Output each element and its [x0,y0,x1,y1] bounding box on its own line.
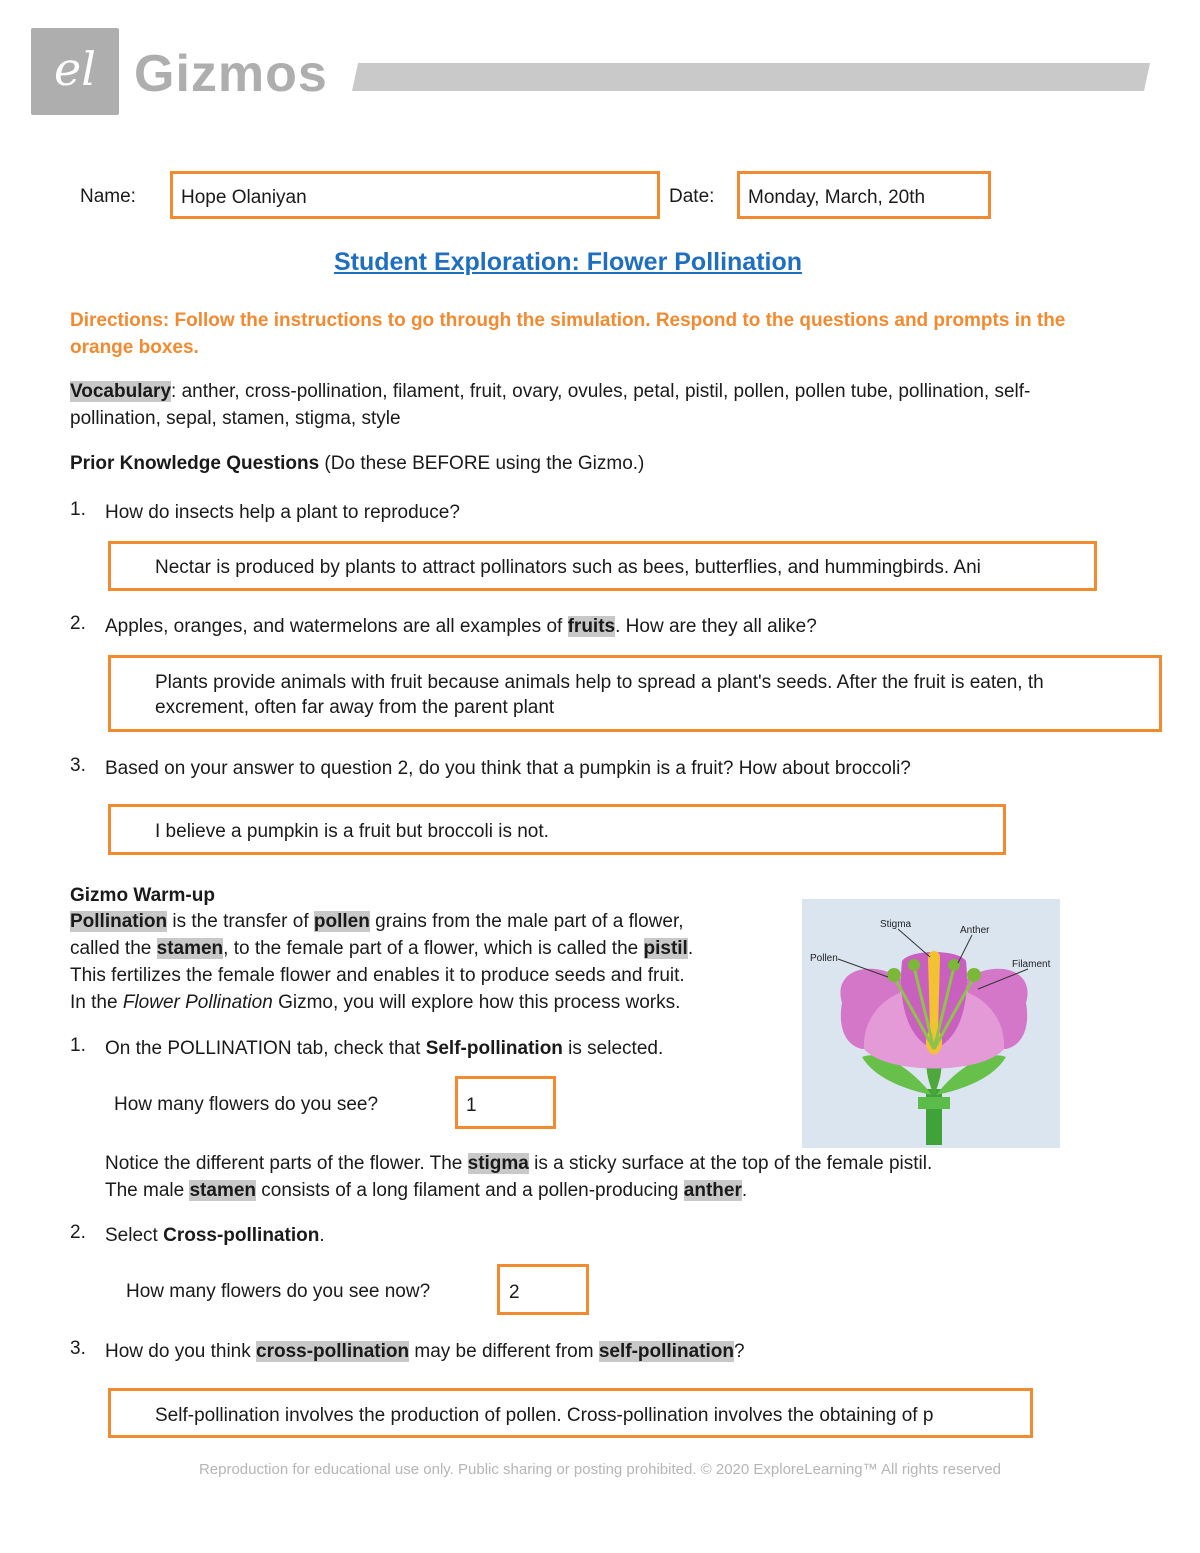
warmup-q1-text: On the POLLINATION tab, check that Self-pollination is selected. [105,1038,664,1059]
label-anther: Anther [960,925,990,936]
label-filament: Filament [1012,959,1051,970]
prior-q1-answer: Nectar is produced by plants to attract pollinators such as bees, butterflies, and hummingbirds. Ani [155,557,981,578]
prior-q3-answer-box[interactable] [108,804,1006,855]
vocabulary-list: : anther, cross-pollination, filament, fruit, ovary, ovules, petal, pistil, pollen, pollen tube, pollination, self-pollination, sepal, stamen, stigma, style [70,381,1031,429]
page-title: Student Exploration: Flower Pollination [333,248,803,276]
warmup-q1-answer: 1 [466,1095,477,1116]
prior-q3-text: Based on your answer to question 2, do you think that a pumpkin is a fruit? How about broccoli? [105,758,911,779]
label-pollen: Pollen [810,953,838,964]
prior-q1-answer-box[interactable] [108,541,1097,591]
warmup-q1-answer-box[interactable] [455,1076,556,1129]
warmup-q2-answer-box[interactable] [497,1264,589,1315]
warmup-q3-answer-box[interactable] [108,1388,1033,1438]
warmup-q2-answer: 2 [509,1282,520,1303]
vocabulary-paragraph [70,378,1070,432]
warmup-heading: Gizmo Warm-up [70,885,215,906]
notice-line2: The male stamen consists of a long filament and a pollen-producing anther. [105,1180,748,1201]
prior-q2-number: 2. [70,613,86,634]
name-field[interactable] [170,171,660,219]
prior-q1-text: How do insects help a plant to reproduce? [105,502,460,523]
date-label: Date: [669,186,715,207]
prior-knowledge-heading: Prior Knowledge Questions (Do these BEFORE using the Gizmo.) [70,453,645,474]
flower-diagram [802,899,1060,1148]
warmup-q2-text: Select Cross-pollination. [105,1225,325,1246]
warmup-q3-text: How do you think cross-pollination may be different from self-pollination? [105,1341,745,1362]
warmup-q1-number: 1. [70,1035,86,1056]
prior-q3-number: 3. [70,755,86,776]
date-value: Monday, March, 20th [748,187,926,208]
prior-q2-answer-line2: excrement, often far away from the parent plant [155,697,555,718]
prior-q3-answer: I believe a pumpkin is a fruit but broccoli is not. [155,821,549,842]
warmup-line4: In the Flower Pollination Gizmo, you will explore how this process works. [70,992,681,1013]
footer-notice: Reproduction for educational use only. Public sharing or posting prohibited. © 2020 ExploreLearning™ All rights reserved [198,1461,1002,1478]
label-stigma: Stigma [880,919,912,930]
brand-name: Gizmos [134,45,328,103]
logo-glyph: el [54,42,96,96]
header-banner-bar [352,63,1150,91]
warmup-q2-number: 2. [70,1222,86,1243]
warmup-q1-prompt: How many flowers do you see? [114,1094,379,1115]
prior-q2-answer-box[interactable] [108,655,1162,732]
warmup-line2: called the stamen, to the female part of a flower, which is called the pistil. [70,938,694,959]
directions-text: Directions: Follow the instructions to go through the simulation. Respond to the questions and prompts in the orange boxes. [70,310,1066,358]
warmup-q2-prompt: How many flowers do you see now? [126,1281,431,1302]
warmup-line3: This fertilizes the female flower and enables it to produce seeds and fruit. [70,965,685,986]
vocabulary-label: Vocabulary [70,381,172,402]
prior-q2-answer-line1: Plants provide animals with fruit because animals help to spread a plant's seeds. After the fruit is eaten, th [155,672,1044,693]
prior-q2-text: Apples, oranges, and watermelons are all examples of fruits. How are they all alike? [105,616,817,637]
prior-q1-number: 1. [70,499,86,520]
notice-line1: Notice the different parts of the flower. The stigma is a sticky surface at the top of the female pistil. [105,1153,933,1174]
warmup-line1: Pollination is the transfer of pollen grains from the male part of a flower, [70,911,684,932]
gizmos-logo [31,28,119,115]
name-label: Name: [80,186,136,207]
flower-illustration [802,899,1060,1148]
name-value: Hope Olaniyan [181,187,307,208]
date-field[interactable] [737,171,991,219]
warmup-q3-answer: Self-pollination involves the production of pollen. Cross-pollination involves the obtaining of p [155,1405,934,1426]
warmup-q3-number: 3. [70,1338,86,1359]
